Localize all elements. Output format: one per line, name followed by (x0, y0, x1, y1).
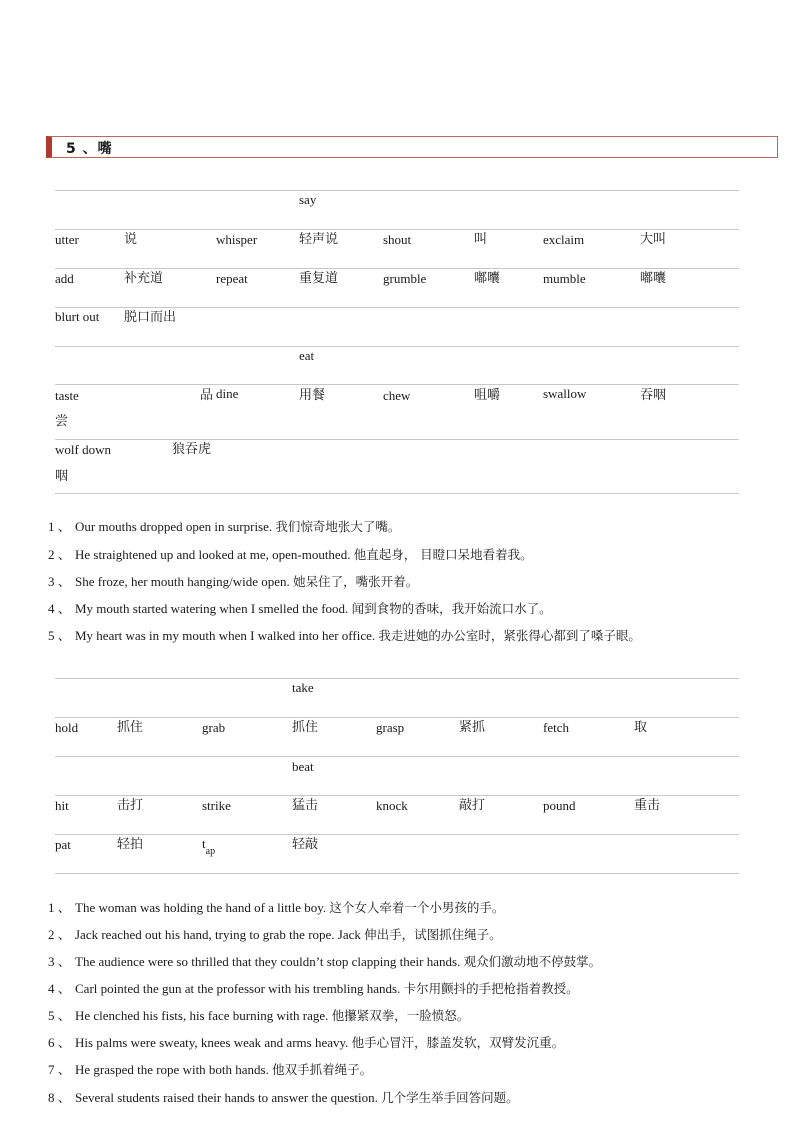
table-rule (55, 678, 739, 679)
word-cell: exclaim (543, 232, 585, 247)
meaning-cell: 用餐 (299, 388, 326, 403)
word-cell: pound (543, 798, 576, 813)
word-cell: grab (202, 720, 226, 735)
word-cell: whisper (216, 232, 258, 247)
list-item: 8 、 Several students raised their hands to answer the question. 几个学生举手回答问题。 (48, 1090, 519, 1105)
list-item: 5 、 My heart was in my mouth when I walked into her office. 我走进她的办公室时，紧张得心都到了嗓子眼。 (48, 628, 641, 643)
meaning-cell: 叫 (474, 232, 488, 247)
word-cell: hit (55, 798, 69, 813)
list-item: 1 、 The woman was holding the hand of a little boy. 这个女人牵着一个小男孩的手。 (48, 900, 505, 915)
meaning-cell: 紧抓 (459, 720, 486, 735)
meaning-cell: 嘟囔 (640, 271, 667, 286)
word-cell: fetch (543, 720, 569, 735)
word-cell: strike (202, 798, 231, 813)
table-rule (55, 346, 739, 347)
meaning-cell: 咀嚼 (474, 388, 501, 403)
meaning-cell: 大叫 (640, 232, 667, 247)
word-cell: chew (383, 388, 411, 403)
meaning-cell: 取 (634, 720, 648, 735)
list-item: 2 、 He straightened up and looked at me, open-mouthed. 他直起身， 目瞪口呆地看着我。 (48, 547, 533, 562)
word-cell: swallow (543, 386, 587, 401)
word-cell: knock (376, 798, 408, 813)
meaning-cell: 补充道 (124, 271, 164, 286)
meaning-cell: 尝 (55, 414, 69, 429)
meaning-cell: 咽 (55, 469, 69, 484)
meaning-cell: 重击 (634, 798, 661, 813)
word-cell: grumble (383, 271, 427, 286)
meaning-cell: 品 (200, 388, 214, 403)
take-header: take (292, 680, 314, 695)
word-cell: utter (55, 232, 79, 247)
list-item: 6 、 His palms were sweaty, knees weak and arms heavy. 他手心冒汗，膝盖发软，双臂发沉重。 (48, 1035, 565, 1050)
list-item: 7 、 He grasped the rope with both hands. 他双手抓着绳子。 (48, 1062, 373, 1077)
word-cell: mumble (543, 271, 586, 286)
eat-header: eat (299, 348, 315, 363)
list-item: 3 、 The audience were so thrilled that they couldn’t stop clapping their hands. 观众们激动地不停鼓掌。 (48, 954, 602, 969)
list-item: 4 、 My mouth started watering when I smelled the food. 闻到食物的香味，我开始流口水了。 (48, 601, 552, 616)
word-cell: dine (216, 386, 239, 401)
meaning-cell: 击打 (117, 798, 144, 813)
meaning-cell: 脱口而出 (124, 310, 177, 325)
list-item: 2 、 Jack reached out his hand, trying to grab the rope. Jack 伸出手，试图抓住绳子。 (48, 927, 502, 942)
meaning-cell: 轻敲 (292, 837, 319, 852)
word-cell: taste (55, 388, 79, 403)
word-cell: hold (55, 720, 79, 735)
meaning-cell: 抓住 (292, 720, 319, 735)
say-header: say (299, 192, 317, 207)
meaning-cell: 轻拍 (117, 837, 144, 852)
meaning-cell: 抓住 (117, 720, 144, 735)
section-title: 5 、嘴 (66, 141, 113, 157)
list-item: 4 、 Carl pointed the gun at the professor with his trembling hands. 卡尔用颤抖的手把枪指着教授。 (48, 981, 579, 996)
section-header (46, 136, 778, 158)
table-rule (55, 384, 739, 385)
meaning-cell: 嘟囔 (474, 271, 501, 286)
meaning-cell: 猛击 (292, 798, 319, 813)
list-item: 3 、 She froze, her mouth hanging/wide open. 她呆住了，嘴张开着。 (48, 574, 419, 589)
word-cell: pat (55, 837, 71, 852)
table-rule (55, 834, 739, 835)
word-cell: $t_{ap}$ (202, 836, 216, 857)
table-rule (55, 717, 739, 718)
beat-header: beat (292, 759, 314, 774)
meaning-cell: 吞咽 (640, 388, 667, 403)
word-cell: blurt out (55, 309, 100, 324)
word-cell: add (55, 271, 74, 286)
table-rule (55, 756, 739, 757)
meaning-cell: 轻声说 (299, 232, 339, 247)
list-item: 5 、 He clenched his fists, his face burning with rage. 他攥紧双拳，一脸愤怒。 (48, 1008, 470, 1023)
word-cell: grasp (376, 720, 405, 735)
list-item: 1 、 Our mouths dropped open in surprise. 我们惊奇地张大了嘴。 (48, 519, 401, 534)
table-rule (55, 229, 739, 230)
table-rule (55, 307, 739, 308)
word-cell: wolf down (55, 442, 111, 457)
table-rule (55, 268, 739, 269)
meaning-cell: 说 (124, 232, 138, 247)
table-rule (55, 493, 739, 494)
table-rule (55, 873, 739, 874)
meaning-cell: 狼吞虎 (172, 442, 212, 457)
table-rule (55, 190, 739, 191)
word-cell: shout (383, 232, 412, 247)
meaning-cell: 敲打 (459, 798, 486, 813)
word-cell: repeat (216, 271, 248, 286)
table-rule (55, 795, 739, 796)
table-rule (55, 439, 739, 440)
meaning-cell: 重复道 (299, 271, 339, 286)
